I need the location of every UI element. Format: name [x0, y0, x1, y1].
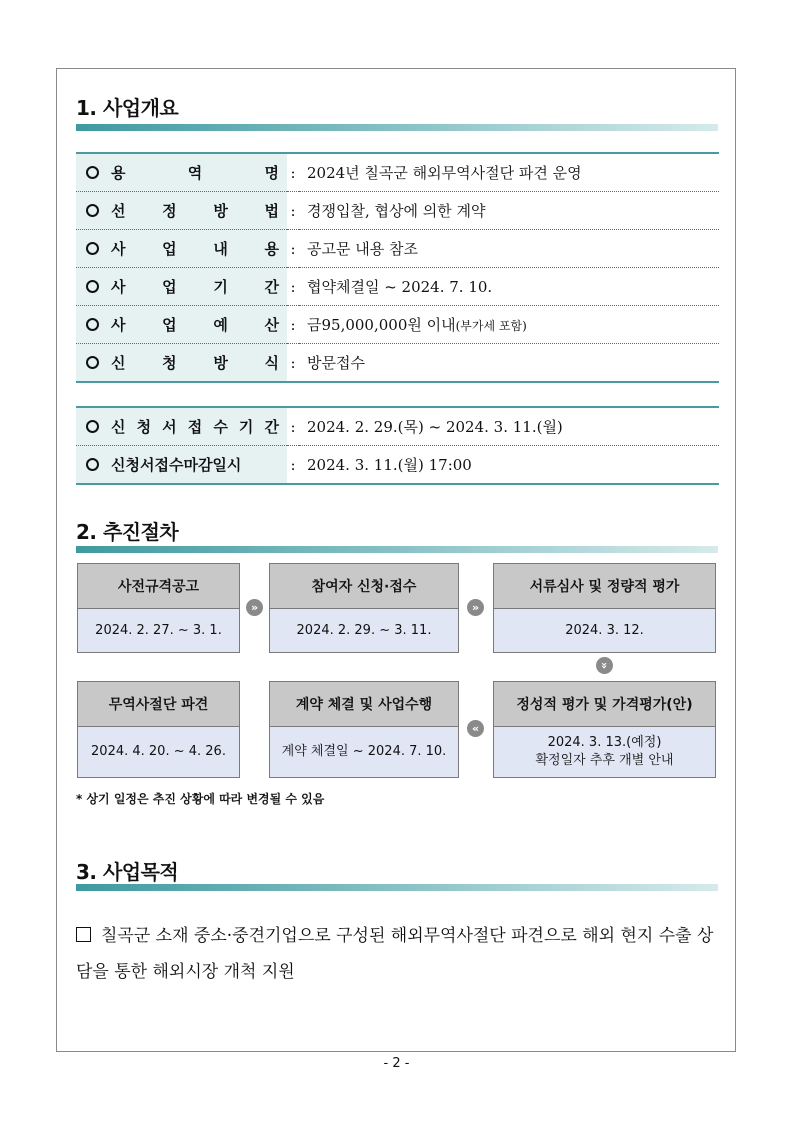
colon: :: [287, 268, 299, 306]
overview-table: [76, 152, 719, 383]
overview-value: 2024년 칠곡군 해외무역사절단 파견 운영: [307, 164, 582, 182]
chevron-left-icon: «: [467, 720, 484, 737]
overview-row: [76, 153, 719, 192]
application-row: [76, 407, 719, 446]
colon: :: [287, 306, 299, 344]
overview-value: 경쟁입찰, 협상에 의한 계약: [307, 202, 486, 220]
colon: :: [287, 446, 299, 485]
application-label: 신 청 서 접 수 기 간: [111, 418, 279, 436]
circle-bullet-icon: [86, 280, 99, 293]
application-label: 신청서접수마감일시: [111, 456, 242, 474]
circle-bullet-icon: [86, 242, 99, 255]
overview-row: [76, 268, 719, 306]
overview-value: 협약체결일 ~ 2024. 7. 10.: [307, 278, 493, 296]
section-bar: [76, 124, 718, 131]
step-box-5: [269, 681, 459, 778]
overview-row: [76, 344, 719, 383]
step-date-note: 확정일자 추후 개별 안내: [535, 753, 674, 768]
circle-bullet-icon: [86, 356, 99, 369]
application-value: 2024. 2. 29.(목) ~ 2024. 3. 11.(월): [307, 418, 563, 436]
application-row: [76, 446, 719, 485]
overview-label: 신 청 방 식: [111, 354, 279, 372]
step-date: 계약 체결일 ~ 2024. 7. 10.: [281, 744, 447, 759]
step-box-2: [269, 563, 459, 653]
colon: :: [287, 230, 299, 268]
chevron-right-icon: »: [467, 599, 484, 616]
step-title: 참여자 신청·접수: [270, 564, 458, 609]
overview-row: [76, 192, 719, 230]
step-title: 무역사절단 파견: [78, 682, 239, 727]
page-number: - 2 -: [383, 1056, 410, 1071]
overview-value: 금95,000,000원 이내: [307, 316, 456, 334]
overview-row: [76, 306, 719, 344]
step-box-6: [77, 681, 240, 778]
step-date: 2024. 3. 12.: [565, 622, 644, 638]
purpose-paragraph: [76, 918, 726, 990]
checkbox-square-icon: [76, 927, 91, 942]
overview-label: 사 업 기 간: [111, 278, 279, 296]
circle-bullet-icon: [86, 458, 99, 471]
overview-label: 용 역 명: [111, 164, 279, 182]
step-date: 2024. 2. 29. ~ 3. 11.: [296, 622, 432, 638]
overview-row: [76, 230, 719, 268]
step-title: 사전규격공고: [78, 564, 239, 609]
step-date: 2024. 3. 13.(예정): [547, 735, 662, 750]
colon: :: [287, 192, 299, 230]
step-title: 정성적 평가 및 가격평가(안): [494, 682, 715, 727]
section-title-procedure: 2. 추진절차: [76, 520, 179, 544]
step-box-4: [493, 681, 716, 778]
circle-bullet-icon: [86, 420, 99, 433]
colon: :: [287, 407, 299, 446]
overview-label: 사 업 예 산: [111, 316, 279, 334]
step-box-1: [77, 563, 240, 653]
step-title: 서류심사 및 정량적 평가: [494, 564, 715, 609]
colon: :: [287, 153, 299, 192]
application-value: 2024. 3. 11.(월) 17:00: [307, 456, 472, 474]
overview-label: 사 업 내 용: [111, 240, 279, 258]
colon: :: [287, 344, 299, 383]
circle-bullet-icon: [86, 166, 99, 179]
section-title-overview: 1. 사업개요: [76, 96, 179, 120]
chevron-down-icon: »: [596, 657, 613, 674]
purpose-text: 칠곡군 소재 중소·중견기업으로 구성된 해외무역사절단 파견으로 해외 현지 수출 상담을 통한 해외시장 개척 지원: [76, 926, 714, 982]
chevron-right-icon: »: [246, 599, 263, 616]
section-bar: [76, 884, 718, 891]
application-table: [76, 406, 719, 485]
overview-value: 공고문 내용 참조: [307, 240, 418, 258]
step-title: 계약 체결 및 사업수행: [270, 682, 458, 727]
step-box-3: [493, 563, 716, 653]
overview-value: 방문접수: [307, 354, 365, 372]
schedule-note: * 상기 일정은 추진 상황에 따라 변경될 수 있음: [76, 792, 325, 806]
circle-bullet-icon: [86, 318, 99, 331]
section-title-purpose: 3. 사업목적: [76, 860, 179, 884]
circle-bullet-icon: [86, 204, 99, 217]
overview-note: (부가세 포함): [455, 319, 527, 333]
step-date: 2024. 2. 27. ~ 3. 1.: [95, 622, 222, 638]
step-date: 2024. 4. 20. ~ 4. 26.: [91, 744, 226, 759]
overview-label: 선 정 방 법: [111, 202, 279, 220]
section-bar: [76, 546, 718, 553]
